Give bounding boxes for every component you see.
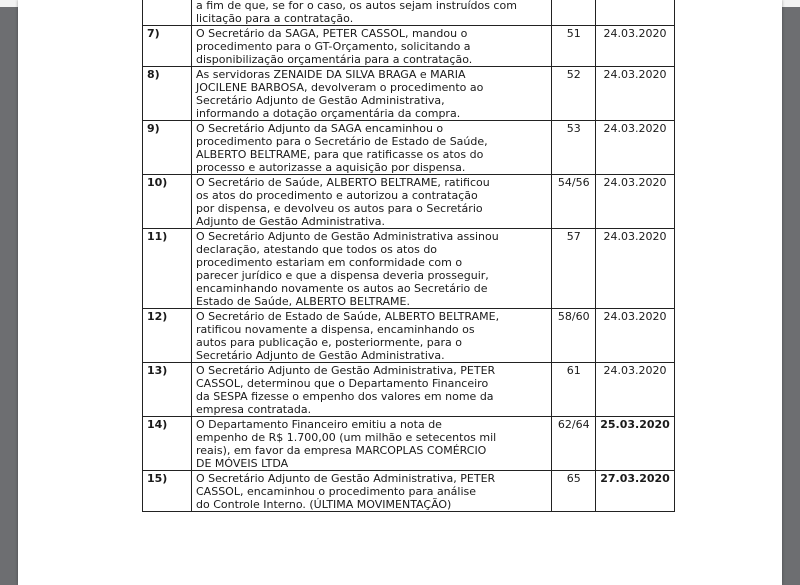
description-line: disponibilização orçamentária para a contratação. [196,53,473,66]
row-description [192,26,552,67]
row-date: 24.03.2020 [596,26,675,67]
description-line: da SESPA fizesse o empenho dos valores em nome da [196,390,494,403]
description-line: As servidoras ZENAIDE DA SILVA BRAGA e MARIA [196,68,466,81]
row-pages: 52 [552,67,596,121]
row-date: 24.03.2020 [596,121,675,175]
table-row [143,67,675,121]
description-line: O Secretário Adjunto de Gestão Administrativa, PETER [196,472,496,485]
table-row [143,417,675,471]
description-line: informando a dotação orçamentária da compra. [196,107,461,120]
row-date: 24.03.2020 [596,175,675,229]
description-line: processo e autorizasse a aquisição por dispensa. [196,161,466,174]
row-pages: 61 [552,363,596,417]
row-description [192,175,552,229]
description-line: O Secretário de Saúde, ALBERTO BELTRAME, ratificou [196,176,490,189]
table-row [143,309,675,363]
row-description [192,67,552,121]
description-line: procedimento para o Secretário de Estado de Saúde, [196,135,488,148]
row-pages: 57 [552,229,596,309]
document-page [18,0,782,585]
row-description [192,363,552,417]
description-line: ALBERTO BELTRAME, para que ratificasse os atos do [196,148,484,161]
table-row [143,175,675,229]
row-pages: 62/64 [552,417,596,471]
row-number: 8) [143,67,192,121]
row-date [596,0,675,26]
table-row [143,471,675,512]
description-line: O Secretário Adjunto de Gestão Administrativa, PETER [196,364,496,377]
row-date: 27.03.2020 [596,471,675,512]
row-description [192,0,552,26]
row-date: 24.03.2020 [596,67,675,121]
table-row [143,0,675,26]
description-line: por dispensa, e devolveu os autos para o Secretário [196,202,483,215]
table-row [143,26,675,67]
row-number: 7) [143,26,192,67]
description-line: CASSOL, determinou que o Departamento Financeiro [196,377,489,390]
description-line: DE MÓVEIS LTDA [196,457,289,470]
description-line: declaração, atestando que todos os atos do [196,243,438,256]
row-pages: 51 [552,26,596,67]
row-description [192,309,552,363]
description-line: Adjunto de Gestão Administrativa. [196,215,385,228]
description-line: O Departamento Financeiro emitiu a nota de [196,418,442,431]
description-line: Secretário Adjunto de Gestão Administrativa, [196,94,445,107]
row-number: 9) [143,121,192,175]
row-date: 24.03.2020 [596,309,675,363]
description-line: os atos do procedimento e autorizou a contratação [196,189,478,202]
description-line: empresa contratada. [196,403,312,416]
description-line: reais), em favor da empresa MARCOPLAS COMÉRCIO [196,444,487,457]
procedure-table-body [143,0,675,512]
description-line: JOCILENE BARBOSA, devolveram o procedimento ao [196,81,484,94]
description-line: empenho de R$ 1.700,00 (um milhão e setecentos mil [196,431,497,444]
row-number [143,0,192,26]
row-number: 14) [143,417,192,471]
row-pages: 65 [552,471,596,512]
description-line: encaminhando novamente os autos ao Secretário de [196,282,488,295]
row-number: 15) [143,471,192,512]
description-line: parecer jurídico e que a dispensa deveria prosseguir, [196,269,489,282]
row-pages: 53 [552,121,596,175]
row-pages: 58/60 [552,309,596,363]
description-line: O Secretário Adjunto de Gestão Administrativa assinou [196,230,499,243]
description-line: procedimento estariam em conformidade com o [196,256,463,269]
description-line: Secretário Adjunto de Gestão Administrativa. [196,349,445,362]
row-date: 25.03.2020 [596,417,675,471]
description-line: Estado de Saúde, ALBERTO BELTRAME. [196,295,410,308]
table-row [143,363,675,417]
procedure-table [142,0,675,512]
description-line: do Controle Interno. (ÚLTIMA MOVIMENTAÇÃO) [196,498,452,511]
description-line: O Secretário de Estado de Saúde, ALBERTO BELTRAME, [196,310,500,323]
description-line: ratificou novamente a dispensa, encaminhando os [196,323,475,336]
row-pages: 54/56 [552,175,596,229]
row-number: 13) [143,363,192,417]
description-line: autos para publicação e, posteriormente, para o [196,336,462,349]
description-line: O Secretário Adjunto da SAGA encaminhou o [196,122,444,135]
description-line: O Secretário da SAGA, PETER CASSOL, mandou o [196,27,468,40]
description-line: procedimento para o GT-Orçamento, solicitando a [196,40,471,53]
table-row [143,121,675,175]
row-pages [552,0,596,26]
row-description [192,471,552,512]
row-number: 10) [143,175,192,229]
row-date: 24.03.2020 [596,229,675,309]
description-line: licitação para a contratação. [196,12,354,25]
row-date: 24.03.2020 [596,363,675,417]
row-description [192,417,552,471]
table-row [143,229,675,309]
row-number: 11) [143,229,192,309]
description-line: CASSOL, encaminhou o procedimento para análise [196,485,477,498]
description-line: a fim de que, se for o caso, os autos sejam instruídos com [196,0,517,12]
row-description [192,121,552,175]
row-description [192,229,552,309]
row-number: 12) [143,309,192,363]
